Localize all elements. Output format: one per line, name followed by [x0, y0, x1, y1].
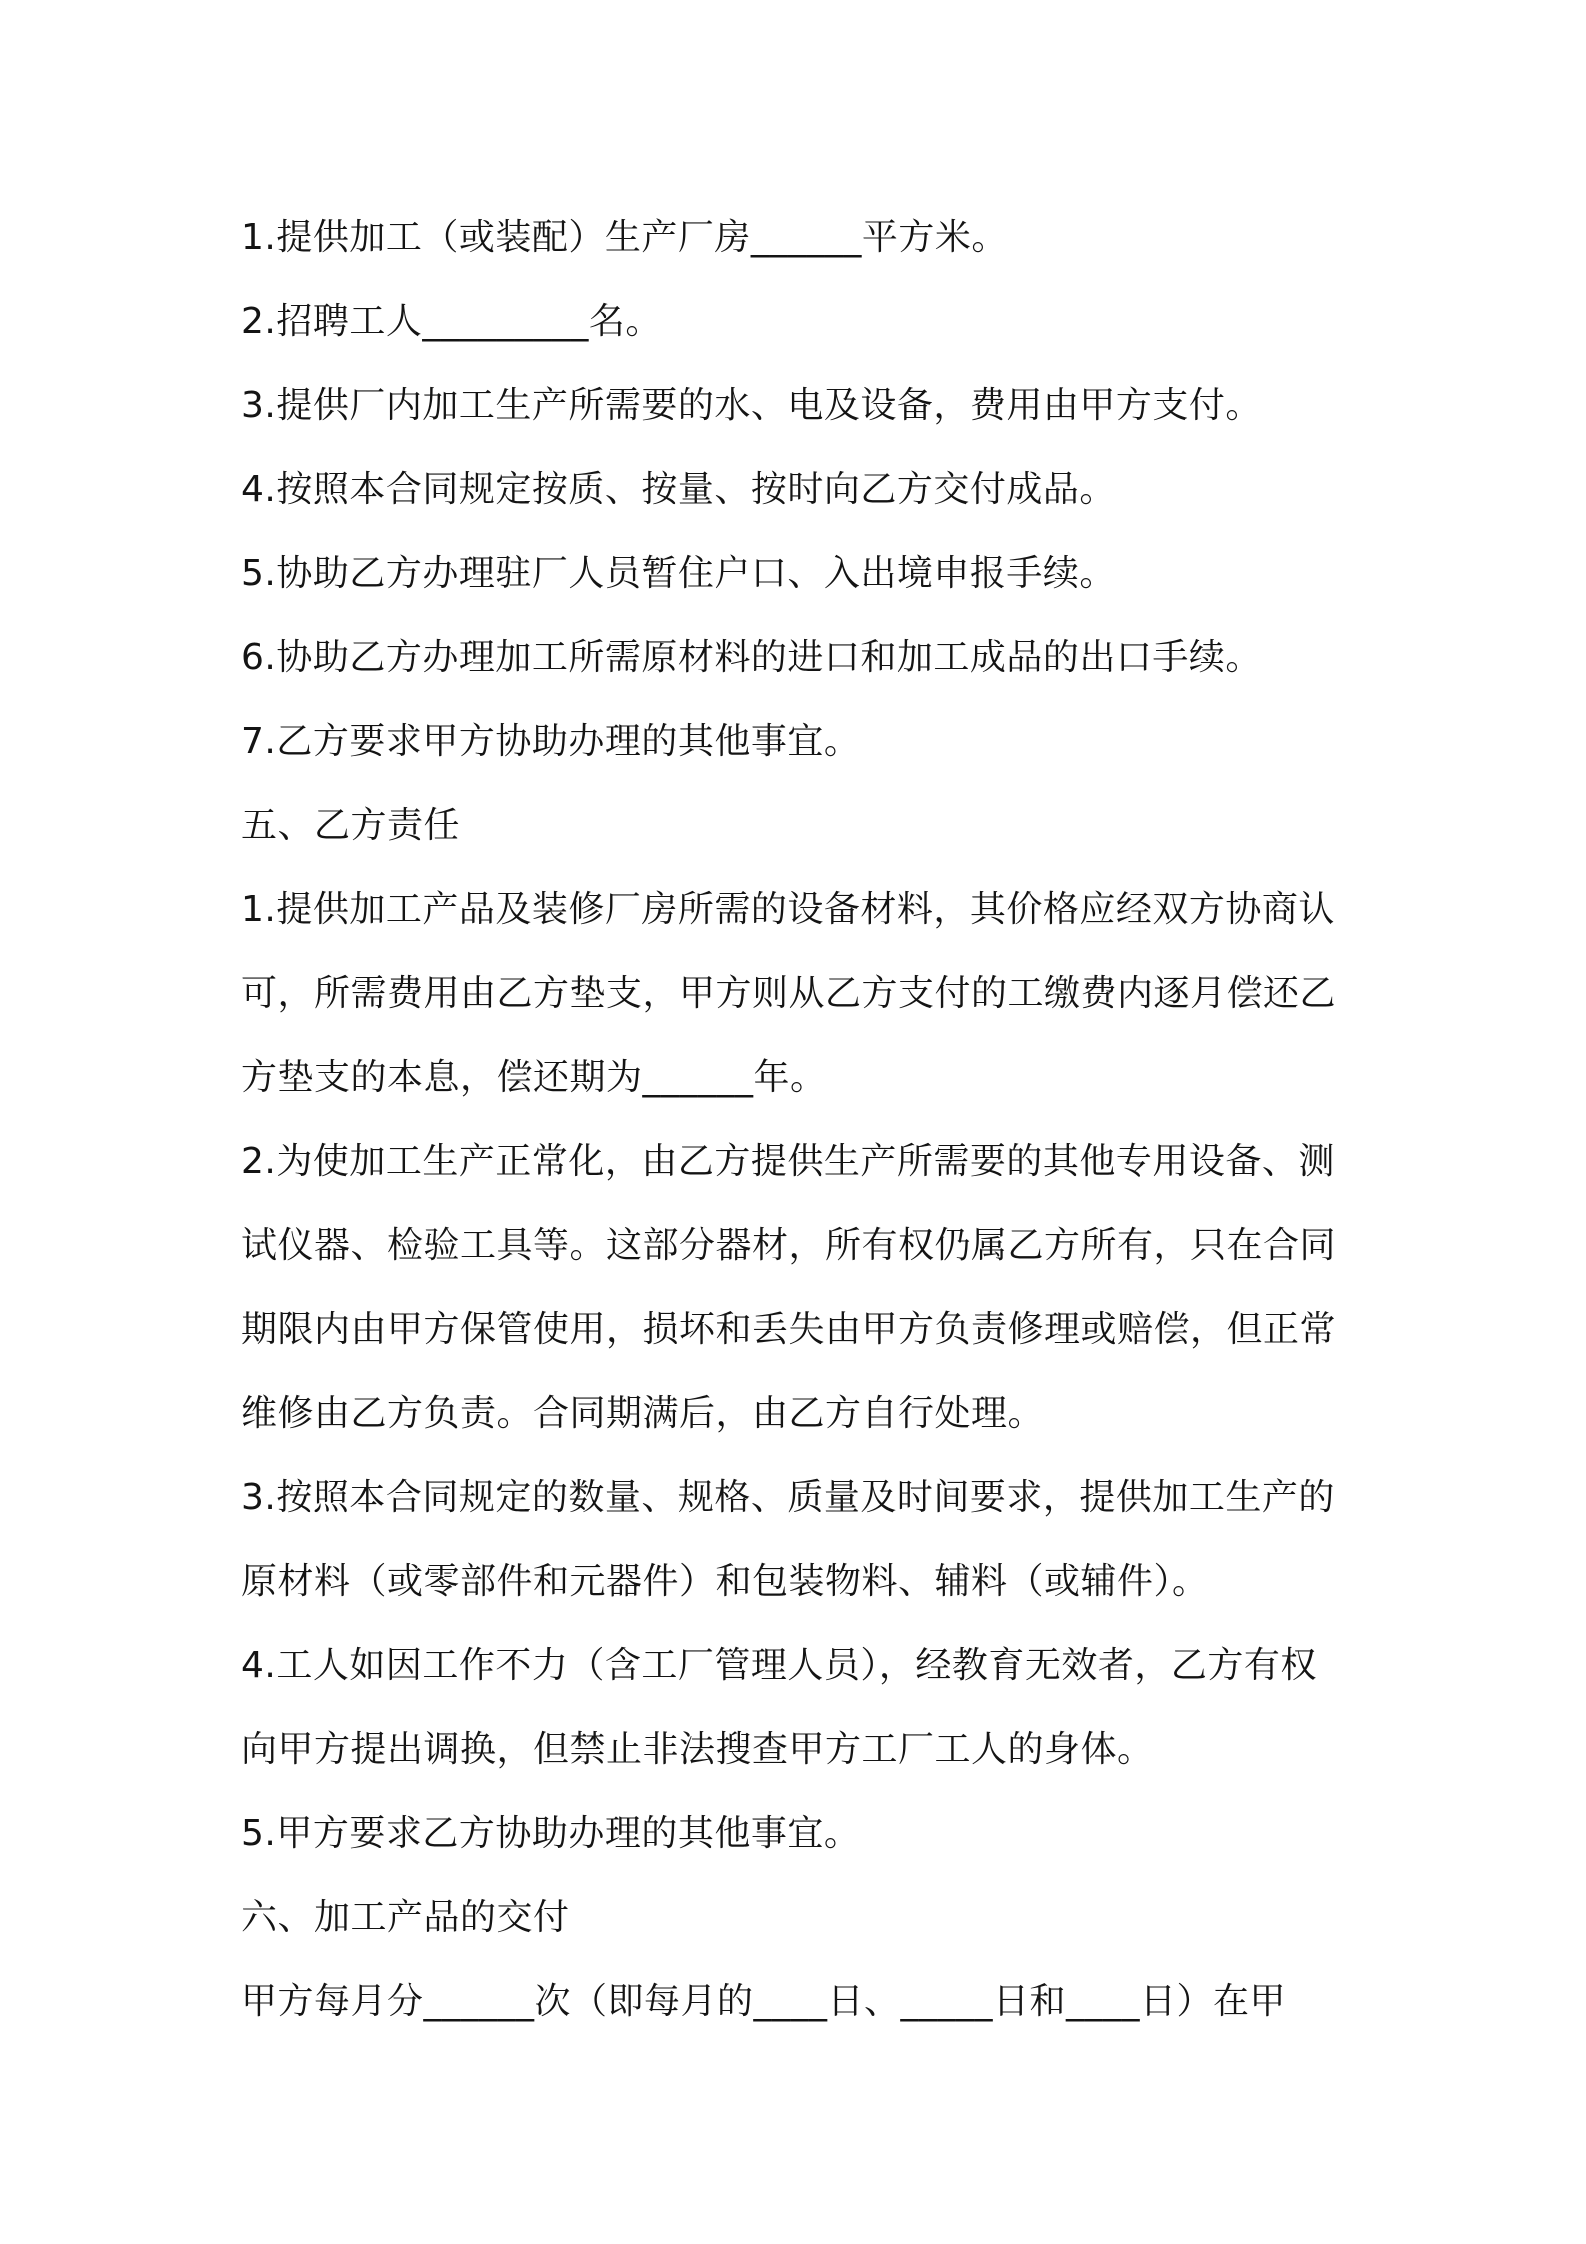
clause-4-item-1: 1.提供加工（或装配）生产厂房______平方米。: [241, 217, 1008, 258]
clause-5-item-2-line-1: 2.为使加工生产正常化，由乙方提供生产所需要的其他专用设备、测: [241, 1141, 1335, 1182]
clause-5-item-1-line-2: 可，所需费用由乙方垫支，甲方则从乙方支付的工缴费内逐月偿还乙: [241, 973, 1337, 1014]
clause-4-item-5: 5.协助乙方办理驻厂人员暂住户口、入出境申报手续。: [241, 553, 1116, 594]
document-body: [241, 196, 1361, 2044]
clause-4-item-7: 7.乙方要求甲方协助办理的其他事宜。: [241, 721, 861, 762]
clause-5-item-2-line-3: 期限内由甲方保管使用，损坏和丢失由甲方负责修理或赔偿，但正常: [241, 1309, 1337, 1350]
clause-5-item-1-line-3: 方垫支的本息，偿还期为______年。: [241, 1057, 827, 1098]
clause-4-item-3: 3.提供厂内加工生产所需要的水、电及设备，费用由甲方支付。: [241, 385, 1262, 426]
clause-4-item-2: 2.招聘工人_________名。: [241, 301, 662, 342]
clause-5-item-2-line-2: 试仪器、检验工具等。这部分器材，所有权仍属乙方所有，只在合同: [241, 1225, 1337, 1266]
clause-5-item-2-line-4: 维修由乙方负责。合同期满后，由乙方自行处理。: [241, 1393, 1045, 1434]
clause-4-item-6: 6.协助乙方办理加工所需原材料的进口和加工成品的出口手续。: [241, 637, 1262, 678]
clause-5-item-4-line-1: 4.工人如因工作不力（含工厂管理人员），经教育无效者，乙方有权: [241, 1645, 1317, 1686]
clause-5-item-1-line-1: 1.提供加工产品及装修厂房所需的设备材料，其价格应经双方协商认: [241, 889, 1335, 930]
section-heading-6: 六、加工产品的交付: [241, 1897, 570, 1938]
clause-5-item-3-line-1: 3.按照本合同规定的数量、规格、质量及时间要求，提供加工生产的: [241, 1477, 1335, 1518]
section-heading-5: 五、乙方责任: [241, 805, 461, 846]
clause-5-item-5: 5.甲方要求乙方协助办理的其他事宜。: [241, 1813, 861, 1854]
clause-5-item-3-line-2: 原材料（或零部件和元器件）和包装物料、辅料（或辅件）。: [241, 1561, 1209, 1602]
clause-5-item-4-line-2: 向甲方提出调换，但禁止非法搜查甲方工厂工人的身体。: [241, 1729, 1154, 1770]
clause-4-item-4: 4.按照本合同规定按质、按量、按时向乙方交付成品。: [241, 469, 1116, 510]
clause-6-line-1: 甲方每月分______次（即每月的____日、_____日和____日）在甲: [241, 1981, 1287, 2022]
